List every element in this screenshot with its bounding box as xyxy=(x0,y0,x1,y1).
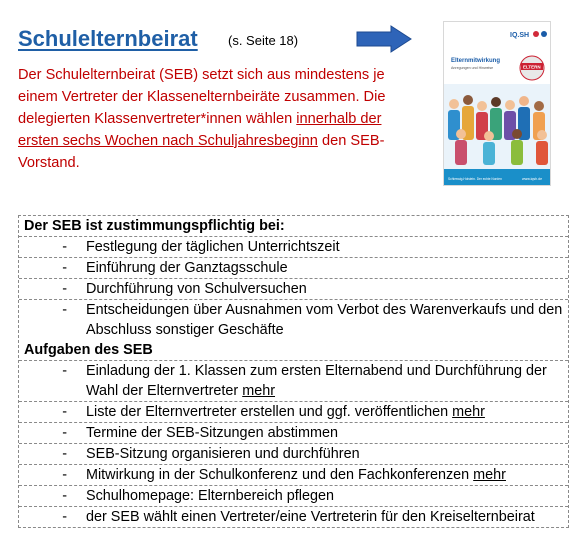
seb-table xyxy=(18,215,569,528)
list-item xyxy=(67,423,568,443)
bullet-dash: - xyxy=(62,239,67,255)
table-row xyxy=(19,279,568,300)
list-item-text: Durchführung von Schulversuchen xyxy=(86,281,307,297)
tasks-list xyxy=(19,361,568,527)
arrow-right-icon xyxy=(356,25,412,53)
table-row xyxy=(19,361,568,402)
list-item xyxy=(67,300,568,340)
list-item xyxy=(67,258,568,278)
more-link[interactable]: mehr xyxy=(473,467,506,483)
cover-subtitle: Anregungen und Hinweise xyxy=(451,66,494,70)
bullet-dash: - xyxy=(62,446,67,462)
list-item-text: der SEB wählt einen Vertreter/eine Vertreterin für den Kreiselternbeirat xyxy=(86,509,535,525)
bullet-dash: - xyxy=(62,281,67,297)
list-item-text: Liste der Elternvertreter erstellen und ggf. veröffentlichen xyxy=(86,404,453,420)
table-row xyxy=(19,258,568,279)
brochure-cover-image xyxy=(443,21,551,186)
page-reference: (s. Seite 18) xyxy=(228,33,299,48)
list-item-text: Einführung der Ganztagsschule xyxy=(86,260,288,276)
cover-brand: IQ.SH xyxy=(510,32,530,39)
list-item xyxy=(67,465,568,485)
table-row xyxy=(19,423,568,444)
list-item-text: Entscheidungen über Ausnahmen vom Verbot des Warenverkaufs und den Abschluss sonstiger Geschäfte xyxy=(86,302,563,338)
intro-underlined-text: innerhalb der ersten sechs Wochen nach Schuljahresbeginn xyxy=(18,111,382,149)
bullet-dash: - xyxy=(62,467,67,483)
table-row xyxy=(19,402,568,423)
intro-text-start: Der Schulelternbeirat (SEB) setzt sich aus mindestens je einem Vertreter der Klassenelternbeiräte zusammen. Die delegierten Klassenvertreter*innen wählen xyxy=(18,67,386,127)
cover-title: Elternmitwirkung xyxy=(451,58,501,64)
list-item xyxy=(67,507,568,527)
list-item-text: Mitwirkung in der Schulkonferenz und den Fachkonferenzen xyxy=(86,467,474,483)
table-row xyxy=(19,465,568,486)
cover-footer-left: Schleswig-Holstein. Der echte Norden xyxy=(448,177,502,181)
brochure-cover-graphic xyxy=(444,22,551,186)
table-row xyxy=(19,237,568,258)
list-item-text: Einladung der 1. Klassen zum ersten Elternabend und Durchführung der Wahl der Elternvertreter xyxy=(86,363,547,399)
page-title: Schulelternbeirat xyxy=(18,26,198,51)
list-item xyxy=(67,486,568,506)
section-heading-approval: Der SEB ist zustimmungspflichtig bei: xyxy=(19,216,568,237)
list-item xyxy=(67,402,568,422)
table-row xyxy=(19,486,568,507)
table-row xyxy=(19,444,568,465)
bullet-dash: - xyxy=(62,509,67,525)
section-heading-tasks: Aufgaben des SEB xyxy=(19,340,568,361)
list-item-text: SEB-Sitzung organisieren und durchführen xyxy=(86,446,360,462)
bullet-dash: - xyxy=(62,488,67,504)
more-link[interactable]: mehr xyxy=(452,404,485,420)
bullet-dash: - xyxy=(62,302,67,318)
table-row xyxy=(19,507,568,527)
more-link[interactable]: mehr xyxy=(242,383,276,399)
list-item xyxy=(67,237,568,257)
bullet-dash: - xyxy=(62,260,67,276)
intro-text-end: den SEB-Vorstand. xyxy=(18,133,385,171)
list-item-text: Termine der SEB-Sitzungen abstimmen xyxy=(86,425,338,441)
intro-paragraph xyxy=(18,64,416,174)
list-item-text: Schulhomepage: Elternbereich pflegen xyxy=(86,488,335,504)
list-item-text: Festlegung der täglichen Unterrichtszeit xyxy=(86,239,340,255)
approval-list xyxy=(19,237,568,340)
bullet-dash: - xyxy=(62,404,67,420)
cover-footer-right: www.iqsh.de xyxy=(522,177,543,181)
list-item xyxy=(67,361,568,401)
bullet-dash: - xyxy=(62,363,67,379)
cover-badge: ELTERN xyxy=(523,64,541,70)
list-item xyxy=(67,279,568,299)
list-item xyxy=(67,444,568,464)
table-row xyxy=(19,300,568,340)
bullet-dash: - xyxy=(62,425,67,441)
